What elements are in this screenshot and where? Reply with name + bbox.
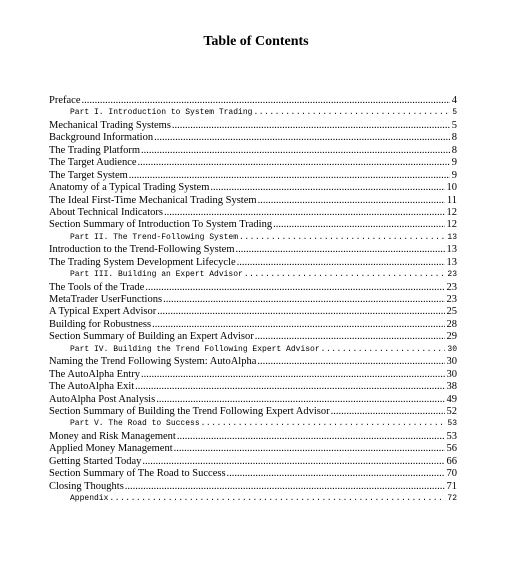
toc-page-number: 8: [451, 144, 457, 156]
toc-entry[interactable]: [49, 481, 457, 493]
toc-entry-title: Part I. Introduction to System Trading: [70, 108, 253, 118]
toc-page-number: 30: [446, 368, 457, 380]
toc-entry[interactable]: [49, 132, 457, 144]
toc-entry[interactable]: [49, 95, 457, 107]
toc-entry-title: The AutoAlpha Exit: [49, 381, 135, 393]
toc-list: [49, 95, 457, 505]
toc-entry-title: MetaTrader UserFunctions: [49, 294, 163, 305]
toc-entry-title: The Ideal First-Time Mechanical Trading System: [49, 194, 257, 206]
toc-entry-title: The AutoAlpha Entry: [49, 368, 140, 380]
toc-entry[interactable]: [49, 157, 457, 169]
toc-page-number: 53: [446, 430, 457, 442]
toc-entry-title: About Technical Indicators: [49, 206, 163, 218]
toc-page-number: 71: [446, 480, 457, 492]
toc-entry-title: Closing Thoughts: [49, 480, 124, 492]
toc-page-number: 13: [447, 232, 457, 242]
toc-entry[interactable]: [49, 443, 457, 455]
toc-dot-leader: [141, 145, 450, 157]
toc-entry[interactable]: [49, 195, 457, 207]
toc-page-number: 29: [446, 331, 457, 343]
toc-page-number: 12: [446, 219, 457, 231]
toc-dot-leader: [152, 319, 444, 331]
toc-entry-title: Section Summary of Introduction To System Trading: [49, 219, 273, 231]
toc-entry[interactable]: [49, 257, 457, 269]
toc-entry[interactable]: [49, 331, 457, 343]
toc-entry-title: Part II. The Trend-Following System: [70, 232, 239, 242]
toc-page-number: 30: [446, 356, 457, 368]
toc-dot-leader: [227, 468, 445, 480]
toc-entry[interactable]: [49, 282, 457, 294]
toc-dot-leader: [236, 244, 445, 256]
toc-part-heading[interactable]: [49, 232, 457, 244]
toc-page-number: 53: [447, 419, 457, 429]
toc-page-number: 72: [447, 494, 457, 503]
toc-entry[interactable]: [49, 356, 457, 368]
toc-entry[interactable]: [49, 170, 457, 182]
toc-dot-leader: [177, 431, 445, 443]
toc-dot-leader: [142, 456, 444, 468]
toc-part-heading[interactable]: [49, 107, 457, 119]
toc-dot-leader: [172, 120, 450, 132]
toc-entry[interactable]: [49, 431, 457, 443]
toc-page-number: 23: [447, 270, 457, 280]
toc-dot-leader: [145, 282, 444, 294]
toc-page-number: 8: [451, 132, 457, 144]
toc-entry-title: Naming the Trend Following System: AutoAlpha: [49, 356, 257, 368]
toc-entry[interactable]: [49, 182, 457, 194]
toc-entry-title: The Target Audience: [49, 157, 137, 169]
toc-entry-title: Building for Robustness: [49, 318, 152, 330]
toc-dot-leader: [237, 257, 445, 269]
toc-dot-leader: [239, 232, 445, 244]
toc-entry-title: Part V. The Road to Success: [70, 419, 200, 429]
toc-part-heading[interactable]: [49, 344, 457, 356]
toc-entry[interactable]: [49, 294, 457, 306]
toc-dot-leader: [138, 157, 450, 169]
toc-page-number: 49: [446, 393, 457, 405]
toc-entry[interactable]: [49, 207, 457, 219]
toc-dot-leader: [156, 394, 444, 406]
toc-entry-title: Anatomy of a Typical Trading System: [49, 182, 210, 194]
toc-entry-title: Section Summary of Building an Expert Advisor: [49, 331, 254, 343]
toc-dot-leader: [201, 418, 446, 430]
toc-dot-leader: [255, 331, 445, 343]
toc-entry-title: AutoAlpha Post Analysis: [49, 393, 156, 405]
toc-entry-title: Applied Money Management: [49, 443, 173, 455]
toc-page-number: 28: [446, 318, 457, 330]
toc-dot-leader: [174, 443, 445, 455]
toc-entry[interactable]: [49, 219, 457, 231]
toc-entry[interactable]: [49, 319, 457, 331]
toc-entry-title: Part IV. Building the Trend Following Expert Advisor: [70, 344, 320, 354]
toc-part-heading[interactable]: [49, 269, 457, 281]
toc-dot-leader: [163, 294, 444, 306]
toc-dot-leader: [154, 132, 450, 144]
toc-entry-title: Getting Started Today: [49, 455, 142, 467]
toc-entry-title: Appendix: [70, 494, 109, 503]
toc-dot-leader: [321, 344, 446, 356]
toc-entry-title: The Trading System Development Lifecycle: [49, 256, 236, 268]
toc-dot-leader: [273, 219, 444, 231]
toc-dot-leader: [253, 107, 450, 119]
toc-page-number: 23: [446, 281, 457, 293]
toc-dot-leader: [109, 493, 445, 505]
toc-page-number: 13: [446, 256, 457, 268]
toc-dot-leader: [210, 182, 444, 194]
toc-entry-title: Background Information: [49, 132, 154, 144]
toc-page-number: 23: [446, 294, 457, 305]
toc-page-number: 4: [451, 95, 457, 106]
toc-dot-leader: [135, 381, 444, 393]
toc-entry[interactable]: [49, 244, 457, 256]
toc-part-heading[interactable]: [49, 418, 457, 430]
toc-dot-leader: [125, 481, 445, 493]
toc-page-number: 10: [446, 182, 457, 194]
toc-entry-title: Mechanical Trading Systems: [49, 119, 171, 131]
toc-dot-leader: [331, 406, 445, 418]
toc-entry[interactable]: [49, 468, 457, 480]
toc-entry-title: The Trading Platform: [49, 144, 140, 156]
toc-page-number: 5: [452, 108, 457, 118]
toc-entry[interactable]: [49, 120, 457, 132]
toc-page-number: 66: [446, 455, 457, 467]
page-title: Table of Contents: [203, 34, 309, 49]
toc-page-number: 13: [446, 244, 457, 256]
toc-page-number: 12: [446, 206, 457, 218]
toc-page-number: 25: [446, 306, 457, 318]
toc-entry[interactable]: [49, 406, 457, 418]
toc-dot-leader: [141, 369, 445, 381]
toc-entry[interactable]: [49, 145, 457, 157]
toc-entry-title: Section Summary of Building the Trend Following Expert Advisor: [49, 405, 330, 417]
toc-entry[interactable]: [49, 394, 457, 406]
toc-page-number: 52: [446, 405, 457, 417]
toc-page-number: 70: [446, 468, 457, 480]
toc-dot-leader: [129, 170, 450, 182]
toc-page-number: 38: [446, 381, 457, 393]
toc-page-number: 30: [447, 344, 457, 354]
toc-dot-leader: [164, 207, 445, 219]
toc-entry[interactable]: [49, 456, 457, 468]
toc-page-number: 56: [446, 443, 457, 455]
toc-part-heading[interactable]: [49, 493, 457, 505]
toc-dot-leader: [157, 306, 444, 318]
toc-entry-title: Part III. Building an Expert Advisor: [70, 270, 243, 280]
toc-page-number: 9: [451, 157, 457, 169]
toc-dot-leader: [257, 356, 444, 368]
toc-dot-leader: [81, 95, 449, 107]
toc-entry-title: A Typical Expert Advisor: [49, 306, 157, 318]
toc-entry[interactable]: [49, 306, 457, 318]
toc-page-number: 11: [446, 194, 457, 206]
toc-page-number: 5: [451, 119, 457, 131]
toc-entry-title: The Tools of the Trade: [49, 281, 145, 293]
toc-entry-title: Preface: [49, 95, 81, 106]
toc-entry[interactable]: [49, 381, 457, 393]
toc-dot-leader: [244, 269, 446, 281]
toc-entry-title: The Target System: [49, 169, 128, 181]
toc-page-number: 9: [451, 169, 457, 181]
toc-entry-title: Introduction to the Trend-Following System: [49, 244, 235, 256]
toc-entry-title: Section Summary of The Road to Success: [49, 468, 226, 480]
toc-entry-title: Money and Risk Management: [49, 430, 176, 442]
toc-entry[interactable]: [49, 369, 457, 381]
toc-dot-leader: [258, 195, 445, 207]
